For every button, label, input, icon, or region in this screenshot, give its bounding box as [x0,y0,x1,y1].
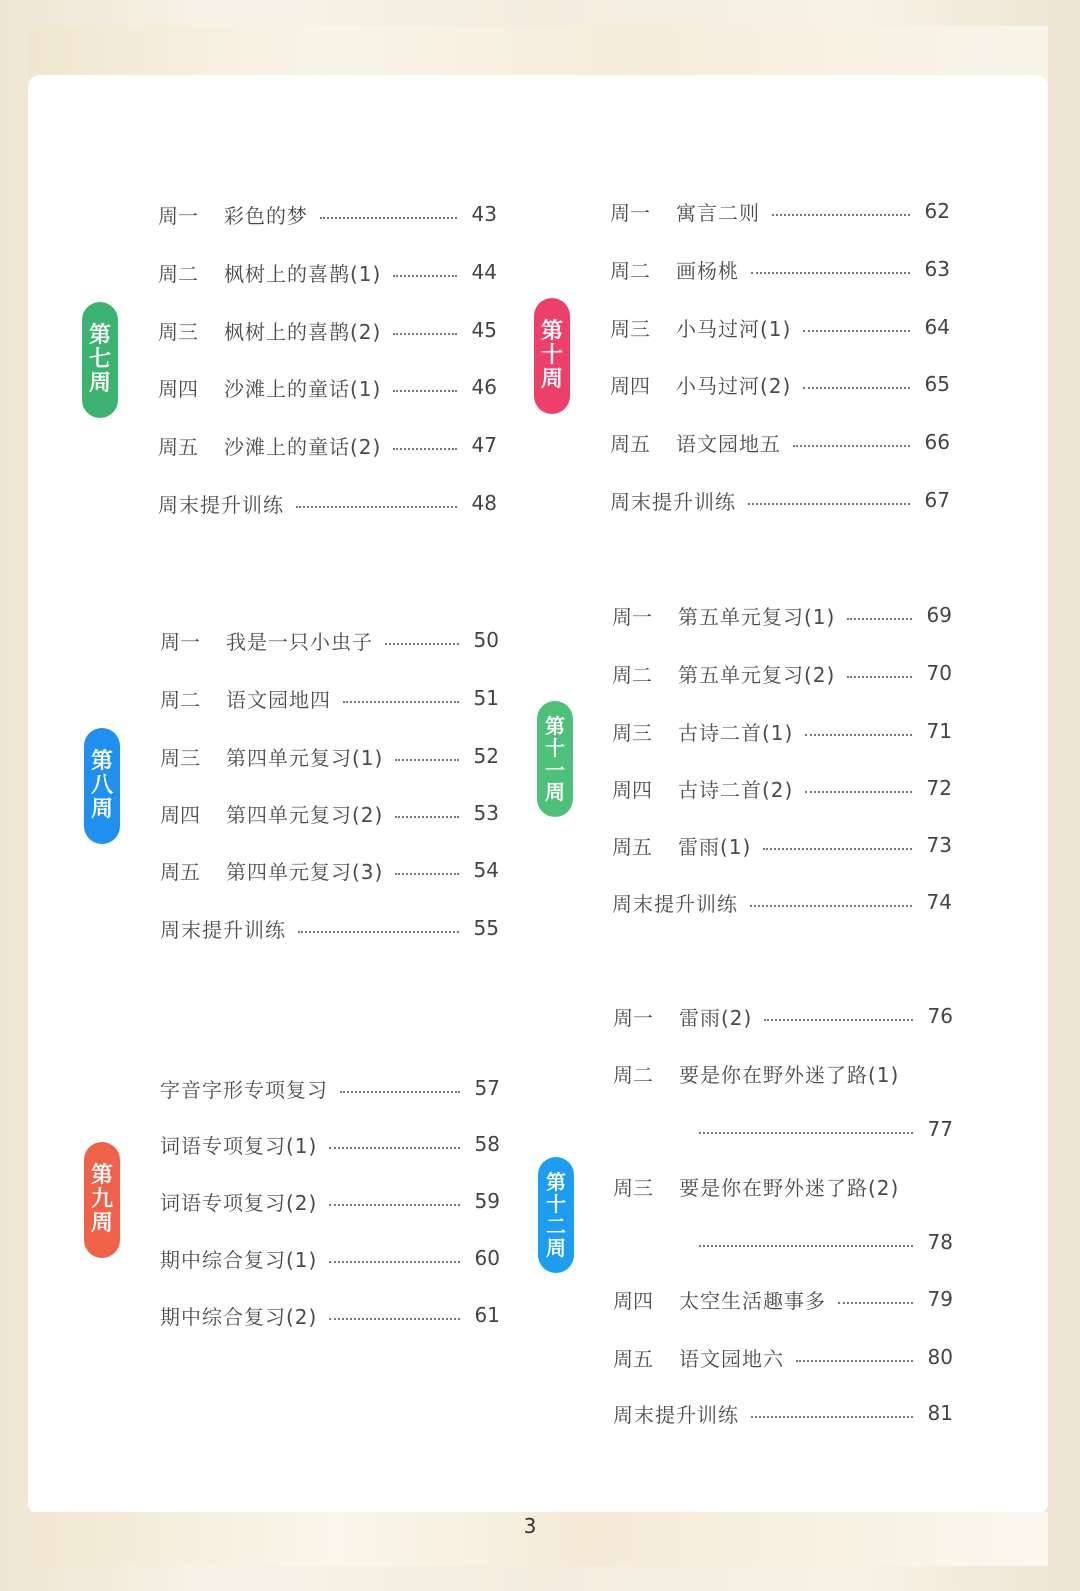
entry-title: 小马过河(2) [676,373,792,398]
entry-day: 周一 [158,203,198,228]
toc-entry[interactable] [612,655,952,691]
entry-day: 周五 [613,1346,653,1371]
toc-entry[interactable] [612,597,952,633]
entry-title: 字音字形专项复习 [160,1077,328,1102]
toc-entry[interactable] [612,884,952,920]
leader-dots [393,275,457,277]
entry-title: 词语专项复习(1) [160,1133,318,1158]
leader-dots [764,1019,913,1021]
toc-entry[interactable] [160,680,499,716]
leader-dots [329,1147,460,1149]
entry-day: 周四 [610,373,650,398]
entry-page: 50 [473,628,499,652]
entry-title: 古诗二首(2) [678,777,794,802]
entry-day: 周四 [158,376,198,401]
entry-day: 周三 [158,319,198,344]
leader-dots [329,1261,460,1263]
entry-page: 51 [473,686,499,710]
entry-page: 62 [924,199,950,223]
toc-entry[interactable] [612,827,952,863]
entry-title: 小马过河(1) [676,316,792,341]
entry-title: 沙滩上的童话(1) [224,376,382,401]
entry-page: 64 [924,315,950,339]
leader-dots [340,1091,460,1093]
entry-title: 画杨桃 [676,258,739,283]
entry-title: 第五单元复习(2) [678,662,836,687]
entry-page: 47 [471,433,497,457]
leader-dots [395,873,459,875]
leader-dots [748,503,910,505]
toc-entry[interactable] [610,193,950,229]
entry-page: 67 [924,488,950,512]
entry-page: 80 [927,1345,953,1369]
leader-dots [298,931,459,933]
toc-entry[interactable] [610,482,950,518]
leader-dots [838,1302,913,1304]
entry-title: 第四单元复习(1) [226,745,384,770]
entry-day: 周二 [613,1062,653,1087]
leader-dots [395,816,459,818]
leader-dots [393,448,457,450]
leader-dots [343,701,459,703]
leader-dots [393,333,457,335]
entry-title: 周末提升训练 [158,492,284,517]
entry-title: 枫树上的喜鹊(1) [224,261,382,286]
entry-day: 周二 [160,687,200,712]
entry-day: 周三 [160,745,200,770]
entry-title: 第四单元复习(2) [226,802,384,827]
entry-page: 79 [927,1287,953,1311]
leader-dots [329,1318,460,1320]
entry-title: 语文园地五 [676,431,781,456]
entry-title: 要是你在野外迷了路(1) [679,1062,900,1087]
toc-entry[interactable] [160,910,499,946]
toc-entry[interactable] [160,1297,500,1333]
leader-dots [772,214,910,216]
entry-title: 要是你在野外迷了路(2) [679,1175,900,1200]
entry-page: 54 [473,858,499,882]
leader-dots [320,217,457,219]
leader-dots [750,905,912,907]
leader-dots [803,330,910,332]
toc-entry-continuation[interactable] [699,1224,953,1260]
entry-title: 周末提升训练 [160,917,286,942]
entry-day: 周五 [158,434,198,459]
week-tab: 第 七 周 [82,302,118,418]
entry-title: 周末提升训练 [612,891,738,916]
toc-entry[interactable] [610,366,950,402]
toc-entry[interactable] [160,1240,500,1276]
toc-entry[interactable] [613,998,953,1034]
week-tab: 第 十 周 [534,298,570,414]
entry-day: 周三 [613,1175,653,1200]
entry-page: 43 [471,202,497,226]
entry-page: 53 [473,801,499,825]
leader-dots [329,1204,460,1206]
leader-dots [847,618,912,620]
toc-entry[interactable] [158,369,497,405]
entry-title: 期中综合复习(2) [160,1304,318,1329]
entry-page: 77 [927,1117,953,1141]
entry-day: 周五 [610,431,650,456]
entry-day: 周五 [160,859,200,884]
toc-entry[interactable] [158,427,497,463]
toc-entry[interactable] [613,1055,953,1091]
entry-page: 55 [473,916,499,940]
entry-title: 周末提升训练 [610,489,736,514]
entry-page: 72 [926,776,952,800]
week-tab: 第 十 一 周 [537,701,573,817]
entry-day: 周二 [158,261,198,286]
page-number: 3 [523,1514,537,1538]
toc-entry[interactable] [610,309,950,345]
toc-entry[interactable] [158,254,497,290]
entry-page: 73 [926,833,952,857]
entry-page: 69 [926,603,952,627]
entry-page: 45 [471,318,497,342]
entry-page: 58 [474,1132,500,1156]
toc-entry[interactable] [160,795,499,831]
entry-day: 周二 [610,258,650,283]
entry-day: 周一 [610,200,650,225]
entry-title: 周末提升训练 [613,1402,739,1427]
entry-day: 周一 [612,604,652,629]
entry-title: 古诗二首(1) [678,720,794,745]
toc-entry[interactable] [160,852,499,888]
entry-page: 71 [926,719,952,743]
entry-title: 我是一只小虫子 [226,629,373,654]
entry-page: 70 [926,661,952,685]
entry-title: 沙滩上的童话(2) [224,434,382,459]
week-tab: 第 八 周 [84,728,120,844]
entry-title: 期中综合复习(1) [160,1247,318,1272]
entry-title: 寓言二则 [676,200,760,225]
toc-entry[interactable] [160,1070,500,1106]
leader-dots [393,390,457,392]
entry-day: 周一 [160,629,200,654]
leader-dots [751,272,910,274]
entry-title: 语文园地六 [679,1346,784,1371]
entry-title: 第五单元复习(1) [678,604,836,629]
entry-page: 46 [471,375,497,399]
leader-dots [699,1245,913,1247]
toc-entry[interactable] [158,485,497,521]
entry-page: 63 [924,257,950,281]
leader-dots [805,791,912,793]
entry-day: 周五 [612,834,652,859]
leader-dots [751,1416,913,1418]
entry-day: 周一 [613,1005,653,1030]
entry-title: 彩色的梦 [224,203,308,228]
entry-title: 枫树上的喜鹊(2) [224,319,382,344]
entry-page: 65 [924,372,950,396]
entry-title: 词语专项复习(2) [160,1190,318,1215]
entry-page: 60 [474,1246,500,1270]
toc-entry[interactable] [612,770,952,806]
entry-title: 语文园地四 [226,687,331,712]
entry-page: 44 [471,260,497,284]
entry-day: 周三 [612,720,652,745]
toc-entry[interactable] [160,1183,500,1219]
toc-entry[interactable] [160,622,499,658]
toc-entry[interactable] [613,1395,953,1431]
toc-entry[interactable] [160,738,499,774]
entry-day: 周四 [160,802,200,827]
toc-entry[interactable] [610,251,950,287]
toc-entry[interactable] [613,1339,953,1375]
entry-day: 周四 [612,777,652,802]
entry-page: 52 [473,744,499,768]
toc-entry[interactable] [613,1281,953,1317]
toc-entry[interactable] [158,196,497,232]
entry-page: 59 [474,1189,500,1213]
toc-entry[interactable] [613,1168,953,1204]
entry-title: 太空生活趣事多 [679,1288,826,1313]
week-tab: 第 十 二 周 [538,1157,574,1273]
entry-page: 66 [924,430,950,454]
entry-page: 74 [926,890,952,914]
toc-entry-continuation[interactable] [699,1111,953,1147]
week-tab: 第 九 周 [84,1142,120,1258]
entry-page: 48 [471,491,497,515]
leader-dots [763,848,912,850]
toc-entry[interactable] [610,424,950,460]
entry-title: 第四单元复习(3) [226,859,384,884]
entry-day: 周四 [613,1288,653,1313]
entry-page: 76 [927,1004,953,1028]
leader-dots [395,759,459,761]
leader-dots [796,1360,913,1362]
entry-title: 雷雨(2) [679,1005,753,1030]
entry-day: 周三 [610,316,650,341]
leader-dots [385,643,459,645]
entry-page: 81 [927,1401,953,1425]
leader-dots [699,1132,913,1134]
entry-title: 雷雨(1) [678,834,752,859]
leader-dots [793,445,910,447]
entry-page: 61 [474,1303,500,1327]
leader-dots [296,506,457,508]
toc-entry[interactable] [158,312,497,348]
toc-entry[interactable] [160,1126,500,1162]
toc-entry[interactable] [612,713,952,749]
leader-dots [803,387,910,389]
leader-dots [847,676,912,678]
entry-page: 57 [474,1076,500,1100]
entry-day: 周二 [612,662,652,687]
leader-dots [805,734,912,736]
entry-page: 78 [927,1230,953,1254]
